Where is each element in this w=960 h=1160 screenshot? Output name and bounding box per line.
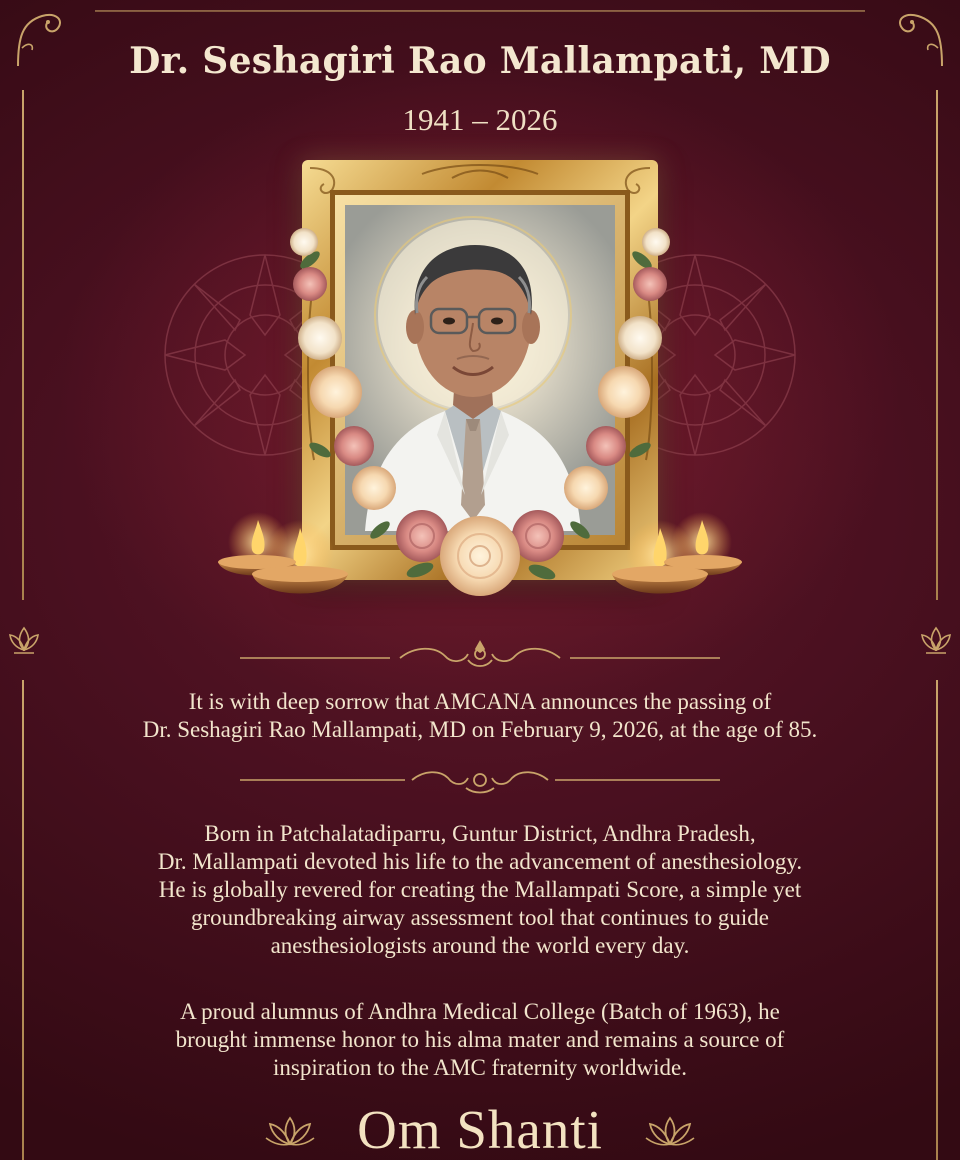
life-years: 1941 – 2026 xyxy=(402,102,558,137)
left-border-line-lower xyxy=(22,680,24,1160)
alumni-line: A proud alumnus of Andhra Medical College (Batch of 1963), he xyxy=(180,999,780,1024)
lotus-icon xyxy=(644,1114,696,1150)
top-border-line xyxy=(95,10,865,12)
deceased-name: Dr. Seshagiri Rao Mallampati, MD xyxy=(129,40,831,82)
right-border-line xyxy=(936,90,938,600)
closing-blessing: Om Shanti xyxy=(357,1099,603,1160)
lotus-icon xyxy=(918,622,954,658)
ornamental-divider-icon xyxy=(240,640,720,670)
ornamental-divider-icon xyxy=(240,766,720,796)
announcement-line: Dr. Seshagiri Rao Mallampati, MD on February 9, 2026, at the age of 85. xyxy=(142,717,818,742)
biography-line: Dr. Mallampati devoted his life to the advancement of anesthesiology. xyxy=(157,849,803,874)
left-border-line xyxy=(22,90,24,600)
alumni-text xyxy=(60,998,900,1082)
lotus-icon xyxy=(6,622,42,658)
alumni-line: inspiration to the AMC fraternity worldwide. xyxy=(273,1055,687,1080)
biography-line: anesthesiologists around the world every day. xyxy=(270,933,690,958)
alumni-line: brought immense honor to his alma mater and remains a source of xyxy=(175,1027,785,1052)
announcement-text xyxy=(60,688,900,744)
biography-line: groundbreaking airway assessment tool that continues to guide xyxy=(190,905,770,930)
diya-lamp-icon xyxy=(210,510,360,620)
announcement-line: It is with deep sorrow that AMCANA announces the passing of xyxy=(188,689,772,714)
biography-line: Born in Patchalatadiparru, Guntur District, Andhra Pradesh, xyxy=(204,821,756,846)
right-border-line-lower xyxy=(936,680,938,1160)
diya-lamp-icon xyxy=(600,510,750,620)
biography-text xyxy=(60,820,900,960)
biography-line: He is globally revered for creating the Mallampati Score, a simple yet xyxy=(158,877,802,902)
